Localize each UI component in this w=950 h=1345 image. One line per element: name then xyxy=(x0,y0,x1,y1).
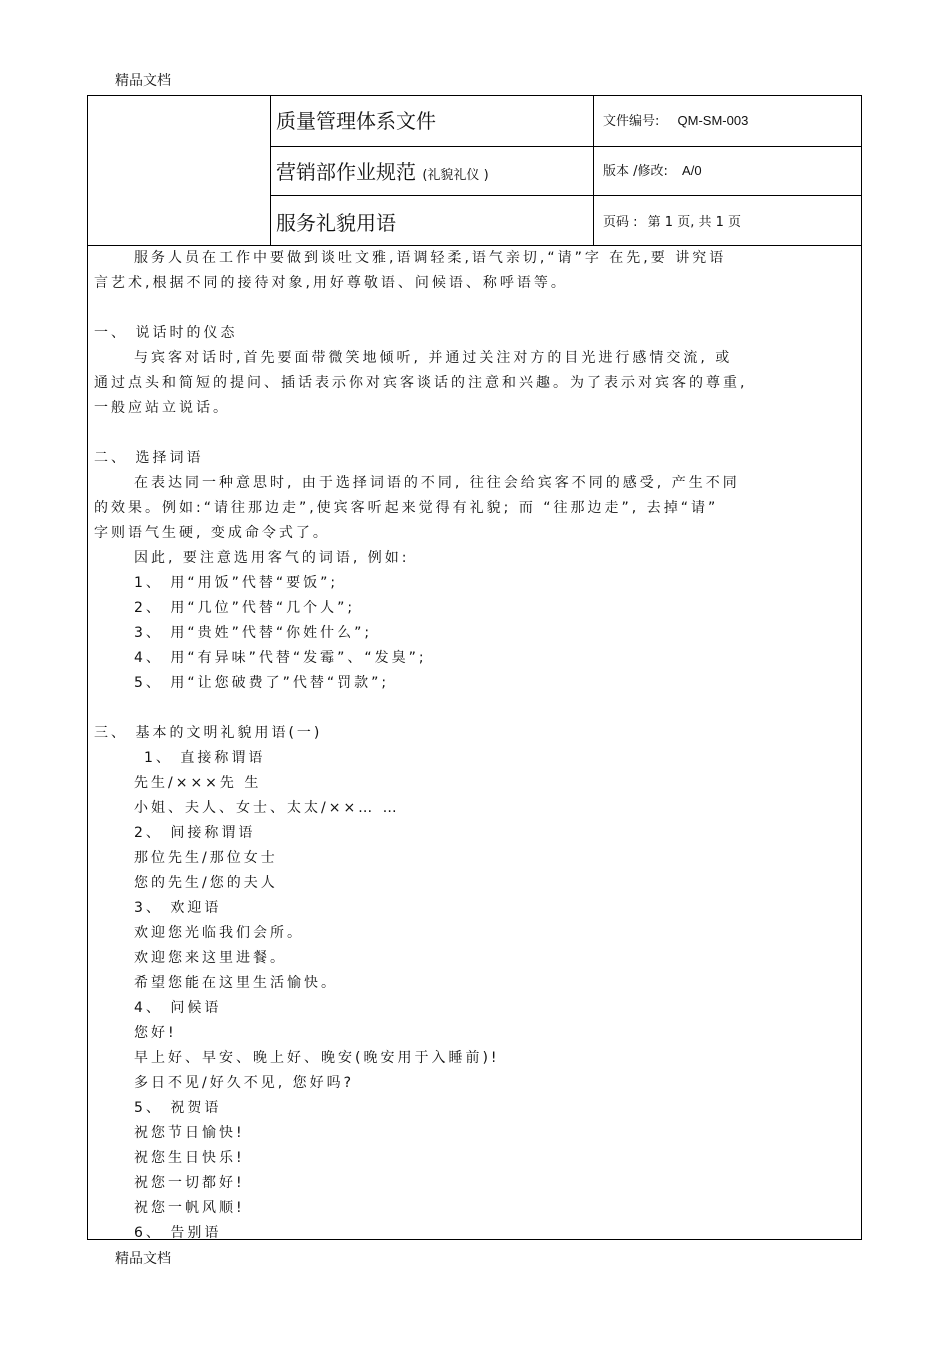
doc-number-value: QM-SM-003 xyxy=(677,113,749,128)
paragraph-line: 通过点头和简短的提问、插话表示你对宾客谈话的注意和兴趣。为了表示对宾客的尊重, xyxy=(94,375,748,391)
subsection-heading: 4、 问候语 xyxy=(134,1000,222,1016)
subsection-heading: 2、 间接称谓语 xyxy=(134,825,256,841)
doc-subject-title: 服务礼貌用语 xyxy=(276,211,396,235)
watermark-top: 精品文档 xyxy=(115,73,171,89)
document-body xyxy=(94,246,854,1246)
header-row-line-2 xyxy=(270,195,862,196)
list-item: 祝您节日愉快! xyxy=(134,1125,245,1141)
list-item: 欢迎您来这里进餐。 xyxy=(134,950,287,966)
doc-system-title: 质量管理体系文件 xyxy=(276,109,436,133)
list-item: 您好! xyxy=(134,1025,177,1041)
list-item: 早上好、早安、晚上好、晚安(晚安用于入睡前)! xyxy=(134,1050,500,1066)
list-item: 多日不见/好久不见, 您好吗? xyxy=(134,1075,355,1091)
doc-version-value: A/0 xyxy=(682,163,702,178)
list-item: 祝您一切都好! xyxy=(134,1175,245,1191)
list-item: 4、 用“有异味”代替“发霉”、“发臭”; xyxy=(134,650,427,666)
list-item: 希望您能在这里生活愉快。 xyxy=(134,975,338,991)
doc-page-field xyxy=(603,211,741,230)
list-item: 小姐、夫人、女士、太太/××… … xyxy=(134,800,400,816)
header-divider-right xyxy=(593,96,594,246)
subsection-heading: 6、 告别语 xyxy=(134,1225,222,1241)
subsection-heading: 1、 直接称谓语 xyxy=(144,750,266,766)
paragraph-line: 与宾客对话时,首先要面带微笑地倾听, 并通过关注对方的目光进行感情交流, 或 xyxy=(134,350,733,366)
intro-line: 言艺术,根据不同的接待对象,用好尊敬语、问候语、称呼语等。 xyxy=(94,275,568,291)
doc-page-value: 第 1 页, 共 1 页 xyxy=(647,215,741,230)
header-row-line-1 xyxy=(270,146,862,147)
doc-number-field xyxy=(603,110,748,129)
paragraph-line: 字则语气生硬, 变成命令式了。 xyxy=(94,525,330,541)
section-heading: 二、 选择词语 xyxy=(94,450,204,466)
list-item: 祝您一帆风顺! xyxy=(134,1200,245,1216)
intro-line: 服务人员在工作中要做到谈吐文雅,语调轻柔,语气亲切,“请”字 在先,要 讲究语 xyxy=(134,250,727,266)
list-item: 祝您生日快乐! xyxy=(134,1150,245,1166)
doc-page-label: 页码 : xyxy=(603,215,638,230)
list-item: 欢迎您光临我们会所。 xyxy=(134,925,304,941)
subsection-heading: 3、 欢迎语 xyxy=(134,900,222,916)
list-item: 3、 用“贵姓”代替“你姓什么”; xyxy=(134,625,373,641)
paragraph-line: 因此, 要注意选用客气的词语, 例如: xyxy=(134,550,410,566)
list-item: 5、 用“让您破费了”代替“罚款”; xyxy=(134,675,390,691)
doc-spec-subtitle: (礼貌礼仪 ) xyxy=(422,168,489,183)
section-heading: 一、 说话时的仪态 xyxy=(94,325,238,341)
doc-number-label: 文件编号: xyxy=(603,114,660,129)
list-item: 那位先生/那位女士 xyxy=(134,850,278,866)
section-heading: 三、 基本的文明礼貌用语(一) xyxy=(94,725,323,741)
doc-version-label: 版本 /修改: xyxy=(603,164,668,179)
subsection-heading: 5、 祝贺语 xyxy=(134,1100,222,1116)
doc-version-field xyxy=(603,160,702,179)
list-item: 1、 用“用饭”代替“要饭”; xyxy=(134,575,339,591)
paragraph-line: 的效果。例如:“请往那边走”,使宾客听起来觉得有礼貌; 而 “往那边走”, 去掉“请” xyxy=(94,500,719,516)
doc-spec-title: 营销部作业规范 (礼貌礼仪 ) xyxy=(276,160,489,184)
document-frame xyxy=(87,95,862,1240)
header-divider-left xyxy=(270,96,271,246)
list-item: 您的先生/您的夫人 xyxy=(134,875,278,891)
paragraph-line: 一般应站立说话。 xyxy=(94,400,230,416)
paragraph-line: 在表达同一种意思时, 由于选择词语的不同, 往往会给宾客不同的感受, 产生不同 xyxy=(134,475,740,491)
watermark-bottom: 精品文档 xyxy=(115,1251,171,1267)
list-item: 先生/×××先 生 xyxy=(134,775,262,791)
list-item: 2、 用“几位”代替“几个人”; xyxy=(134,600,356,616)
